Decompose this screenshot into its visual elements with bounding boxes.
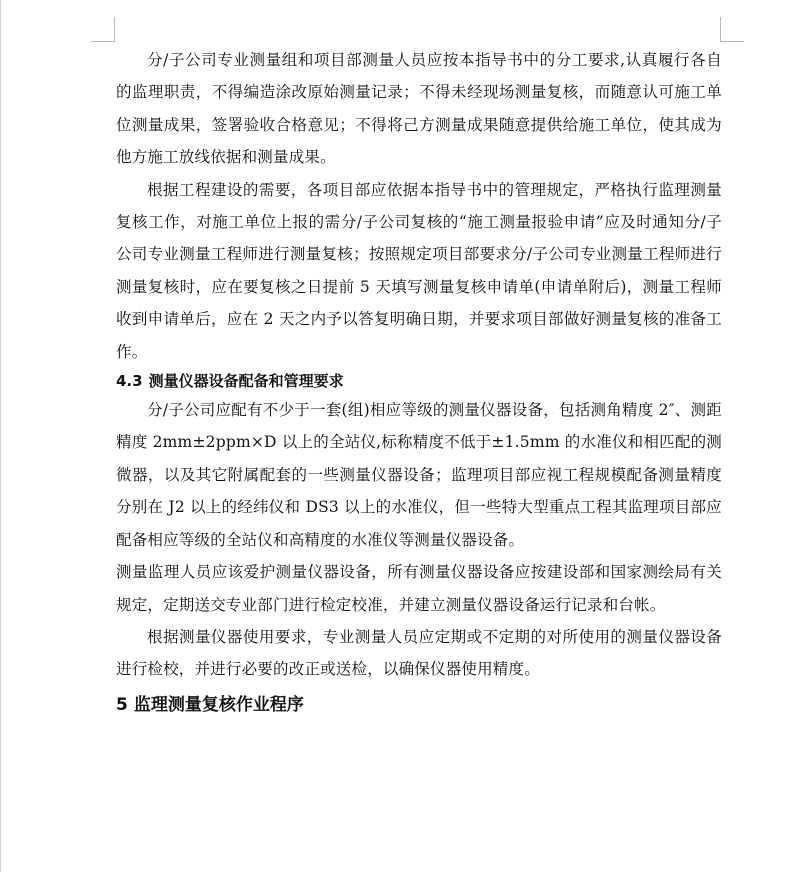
section-heading-5 [116, 690, 722, 720]
crop-mark-top-right-horizontal [720, 41, 744, 42]
paragraph-equipment-config: 分/子公司应配有不少于一套(组)相应等级的测量仪器设备，包括测角精度 2″、测距精度 2mm±2ppm×D 以上的全站仪,标称精度不低于±1.5mm 的水准仪和相匹配的测微器，以及其它附属配套的一些测量仪器设备；监理项目部应视工程规模配备测量精度分别在 J2 以上的经纬仪和 DS3 以上的水准仪，但一些特大型重点工程其监理项目部应配备相应等级的全站仪和高精度的水准仪等测量仪器设备。 [116, 401, 722, 549]
crop-mark-top-left-vertical [114, 17, 115, 42]
document-body [116, 44, 722, 720]
section-title: 测量仪器设备配备和管理要求 [148, 372, 344, 391]
paragraph-supervision-duties: 分/子公司专业测量组和项目部测量人员应按本指导书中的分工要求,认真履行各自的监理职责，不得编造涂改原始测量记录；不得未经现场测量复核，而随意认可施工单位测量成果，签署验收合格意见；不得将己方测量成果随意提供给施工单位，使其成为他方施工放线依据和测量成果。 [116, 51, 722, 167]
section-number: 4.3 [116, 372, 143, 391]
crop-mark-top-right-vertical [720, 17, 721, 42]
paragraph-equipment-calibration: 根据测量仪器使用要求，专业测量人员应定期或不定期的对所使用的测量仪器设备进行检校，并进行必要的改正或送检，以确保仪器使用精度。 [116, 627, 722, 679]
section-number: 5 [116, 694, 128, 715]
paragraph-review-procedure: 根据工程建设的需要，各项目部应依据本指导书中的管理规定，严格执行监理测量复核工作，对施工单位上报的需分/子公司复核的“施工测量报验申请”应及时通知分/子公司专业测量工程师进行测量复核；按照规定项目部要求分/子公司专业测量工程师进行测量复核时，应在要复核之日提前 5 天填写测量复核申请单(申请单附后)，测量工程师收到申请单后，应在 2 天之内予以答复明确日期，并要求项目部做好测量复核的准备工作。 [116, 180, 722, 361]
paragraph-equipment-care: 测量监理人员应该爱护测量仪器设备，所有测量仪器设备应按建设部和国家测绘局有关规定，定期送交专业部门进行检定校准，并建立测量仪器设备运行记录和台帐。 [116, 563, 722, 614]
crop-mark-top-left-horizontal [91, 41, 115, 42]
section-title: 监理测量复核作业程序 [133, 694, 304, 715]
section-heading-4-3 [116, 368, 722, 394]
